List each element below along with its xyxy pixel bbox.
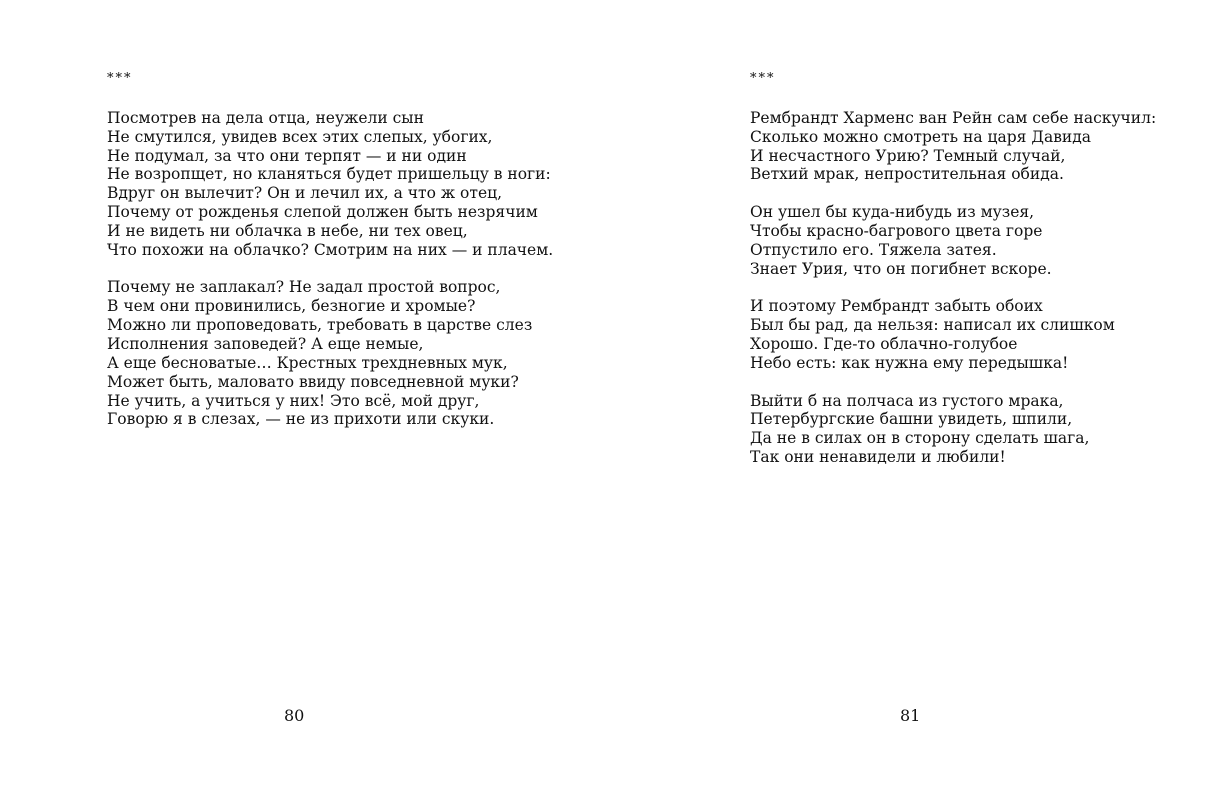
poem-line: Говорю я в слезах, — не из прихоти или скуки. — [107, 410, 495, 429]
poem-right — [750, 68, 1156, 486]
stanza — [750, 392, 1156, 467]
stanza — [750, 109, 1156, 184]
stanza — [750, 297, 1156, 372]
page-number: 80 — [284, 706, 305, 725]
poem-line: И не видеть ни облачка в небе, ни тех овец, — [107, 221, 468, 240]
poem-line: Вдруг он вылечит? Он и лечил их, а что ж отец, — [107, 184, 503, 203]
poem-line: Не возропщет, но кланяться будет пришельцу в ноги: — [107, 165, 551, 184]
page-number: 81 — [900, 706, 921, 725]
poem-line: Рембрандт Харменс ван Рейн сам себе наскучил: — [750, 108, 1157, 127]
poem-line: Не подумал, за что они терпят — и ни один — [107, 146, 467, 165]
poem-line: И несчастного Урию? Темный случай, — [750, 146, 1066, 165]
poem-line: Знает Урия, что он погибнет вскоре. — [750, 259, 1052, 278]
poem-line: В чем они провинились, безногие и хромые? — [107, 297, 476, 316]
poem-line: Сколько можно смотреть на царя Давида — [750, 127, 1092, 146]
poem-line: Почему не заплакал? Не задал простой вопрос, — [107, 278, 501, 297]
poem-line: Почему от рожденья слепой должен быть незрячим — [107, 203, 538, 222]
poem-line: Чтобы красно-багрового цвета горе — [750, 221, 1043, 240]
poem-line: Не смутился, увидев всех этих слепых, убогих, — [107, 127, 493, 146]
poem-line: И поэтому Рембрандт забыть обоих — [750, 297, 1043, 316]
poem-line: Может быть, маловато ввиду повседневной муки? — [107, 372, 519, 391]
right-page — [606, 0, 1212, 800]
poem-left — [107, 68, 553, 448]
section-separator: *** — [750, 71, 776, 86]
poem-line: Так они ненавидели и любили! — [750, 448, 1006, 467]
poem-line: Хорошо. Где-то облачно-голубое — [750, 334, 1018, 353]
poem-line: Что похожи на облачко? Смотрим на них — и плачем. — [107, 240, 554, 259]
poem-line: Петербургские башни увидеть, шпили, — [750, 410, 1073, 429]
poem-line: Да не в силах он в сторону сделать шага, — [750, 429, 1090, 448]
stanza — [750, 203, 1156, 278]
poem-line: Ветхий мрак, непростительная обида. — [750, 165, 1064, 184]
poem-line: Не учить, а учиться у них! Это всё, мой друг, — [107, 391, 480, 410]
poem-line: Небо есть: как нужна ему передышка! — [750, 353, 1069, 372]
section-separator: *** — [107, 71, 133, 86]
poem-line: Можно ли проповедовать, требовать в царстве слез — [107, 316, 533, 335]
poem-line: Исполнения заповедей? А еще немые, — [107, 334, 424, 353]
poem-line: Посмотрев на дела отца, неужели сын — [107, 108, 424, 127]
poem-line: А еще бесноватые… Крестных трехдневных мук, — [107, 353, 508, 372]
stanza — [107, 109, 553, 260]
poem-line: Отпустило его. Тяжела затея. — [750, 240, 997, 259]
poem-line: Был бы рад, да нельзя: написал их слишком — [750, 316, 1115, 335]
poem-line: Он ушел бы куда-нибудь из музея, — [750, 203, 1035, 222]
poem-line: Выйти б на полчаса из густого мрака, — [750, 391, 1064, 410]
stanza — [107, 278, 553, 429]
